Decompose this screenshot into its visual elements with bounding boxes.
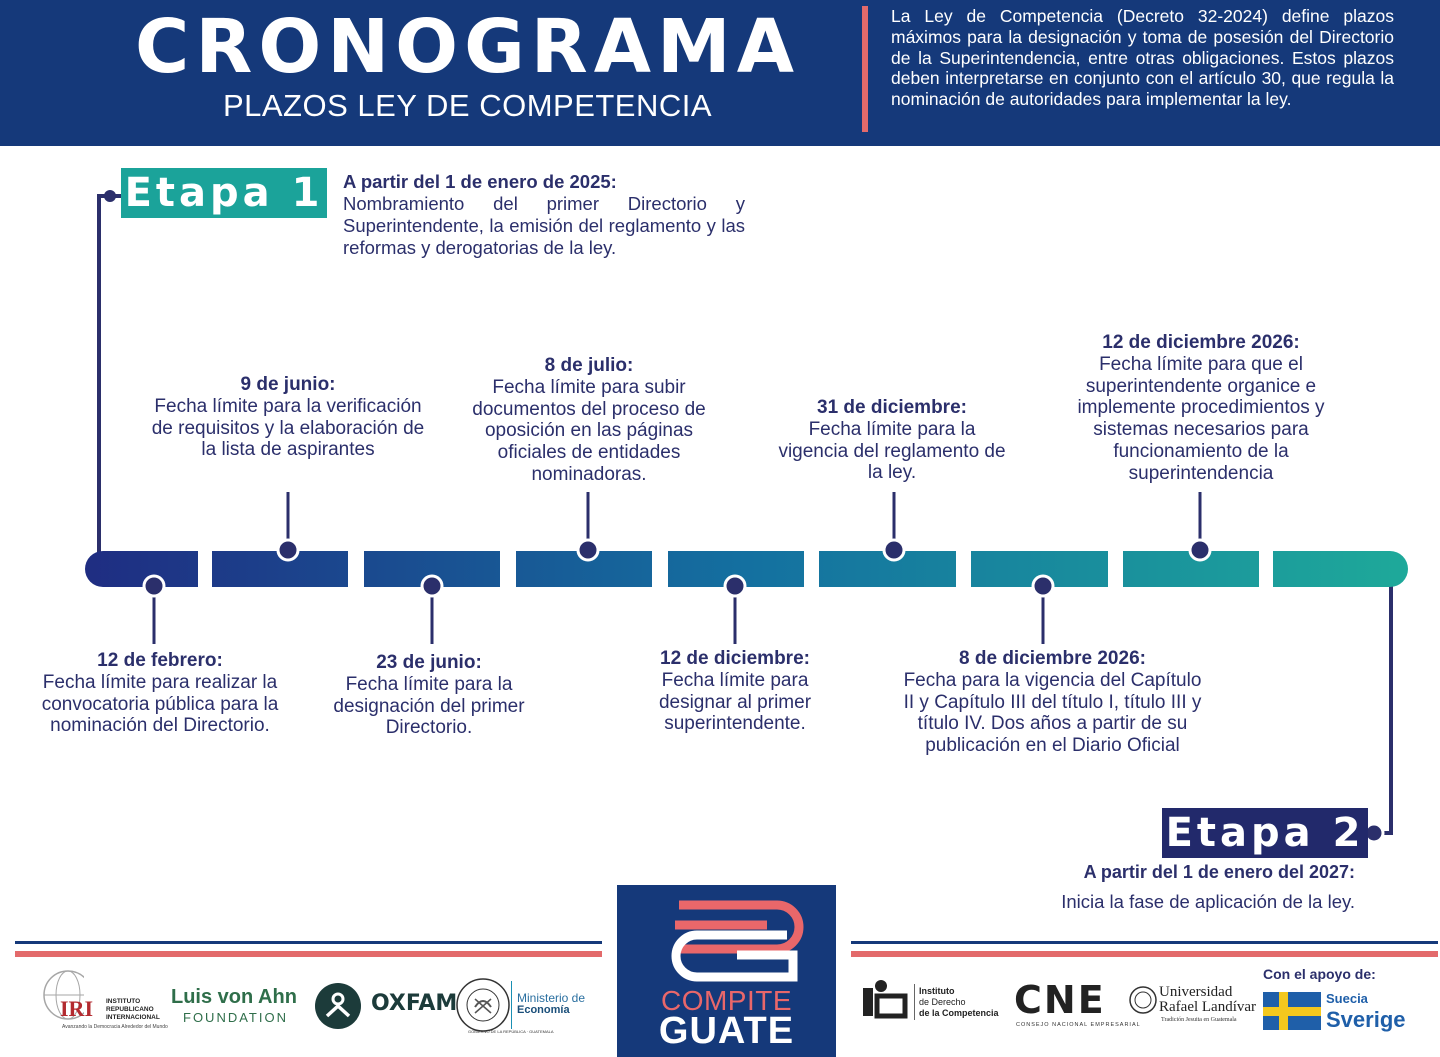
event-31-diciembre xyxy=(778,397,1006,484)
idc-line2: de Derecho xyxy=(919,997,966,1007)
event-text: Fecha límite para designar al primer superintendente. xyxy=(658,669,812,735)
event-date: 31 de diciembre: xyxy=(817,397,967,418)
guatemala-seal-icon xyxy=(455,977,511,1033)
idc-icon xyxy=(861,976,913,1022)
iri-line2: REPUBLICANO xyxy=(106,1006,154,1013)
cne-sub: CONSEJO NACIONAL EMPRESARIAL xyxy=(1016,1022,1141,1028)
stage1-heading: A partir del 1 de enero de 2025: xyxy=(343,171,617,192)
stage2-connector xyxy=(1372,580,1391,833)
marker-dot-23-junio xyxy=(422,576,442,596)
stage1-connector xyxy=(99,196,121,568)
footer-stripe-right-coral xyxy=(851,951,1438,957)
support-line1: Suecia xyxy=(1326,991,1368,1006)
iri-tagline: Avanzando la Democracia Alrededor del Mundo xyxy=(62,1024,168,1030)
stage1-connector-dot xyxy=(104,190,116,202)
marker-dot-8-julio xyxy=(578,540,598,560)
event-date: 12 de febrero: xyxy=(97,650,223,671)
url-line1: Universidad xyxy=(1159,984,1233,1000)
event-8-julio xyxy=(456,355,722,486)
marker-dot-12-diciembre-2026 xyxy=(1190,540,1210,560)
event-date: 23 de junio: xyxy=(376,652,482,673)
event-8-diciembre-2026 xyxy=(900,648,1205,757)
event-date: 8 de julio: xyxy=(544,355,634,376)
cne-mark: CNE xyxy=(1014,978,1106,1022)
ministerio-line2: Economía xyxy=(517,1004,570,1016)
support-heading: Con el apoyo de: xyxy=(1263,966,1376,982)
event-date: 12 de diciembre 2026: xyxy=(1102,332,1300,353)
event-9-junio xyxy=(150,374,426,461)
idc-line3: de la Competencia xyxy=(919,1008,999,1018)
sweden-flag-icon xyxy=(1263,992,1321,1030)
marker-dot-31-diciembre xyxy=(884,540,904,560)
iri-name xyxy=(106,998,160,1022)
iri-line3: INTERNACIONAL xyxy=(106,1014,160,1021)
event-23-junio xyxy=(326,652,532,739)
event-text: Fecha límite para la verificación de requisitos y la elaboración de la lista de aspirantes xyxy=(151,395,425,461)
idc-name xyxy=(919,986,999,1019)
stage2-heading: A partir del 1 de enero del 2027: xyxy=(1083,862,1355,882)
oxfam-icon xyxy=(314,982,362,1030)
lva-name: Luis von Ahn xyxy=(171,986,297,1008)
stage1-description xyxy=(343,171,745,259)
event-text: Fecha límite para la designación del primer Directorio. xyxy=(333,673,525,739)
timeline-segment-1 xyxy=(85,551,198,587)
event-date: 8 de diciembre 2026: xyxy=(959,648,1146,669)
marker-dot-12-diciembre xyxy=(725,576,745,596)
seal-text: GOBIERNO DE LA REPÚBLICA · GUATEMALA xyxy=(468,1029,554,1034)
compite-text: COMPITE xyxy=(660,985,793,1016)
event-12-diciembre-2026 xyxy=(1055,332,1347,485)
page-subtitle: PLAZOS LEY DE COMPETENCIA xyxy=(222,88,713,123)
footer-stripe-right-navy xyxy=(851,941,1438,944)
event-text: Fecha límite para la vigencia del reglamento de la ley. xyxy=(778,418,1006,484)
stage1-body: Nombramiento del primer Directorio y Superintendente, la emisión del reglamento y las reformas y derogatorias de la ley. xyxy=(343,193,745,258)
event-text: Fecha límite para realizar la convocatoria pública para la nominación del Directorio. xyxy=(41,671,279,737)
event-date: 9 de junio: xyxy=(240,374,336,395)
url-crest-icon xyxy=(1128,984,1158,1016)
marker-dot-8-diciembre-2026 xyxy=(1033,576,1053,596)
page-title: CRONOGRAMA xyxy=(135,4,800,90)
idc-line1: Instituto xyxy=(919,986,955,996)
idc-divider xyxy=(914,984,915,1020)
lva-sub: FOUNDATION xyxy=(183,1010,288,1025)
oxfam-name: OXFAM xyxy=(371,991,458,1016)
guate-text: GUATE xyxy=(658,1010,795,1052)
footer-stripe-left-coral xyxy=(15,951,602,957)
iri-mark: IRI xyxy=(60,996,94,1021)
event-12-diciembre xyxy=(630,648,840,735)
event-text: Fecha límite para subir documentos del proceso de oposición en las páginas oficiales de entidades nominadoras. xyxy=(472,376,706,485)
event-text: Fecha límite para que el superintendente organice e implemente procedimientos y sistemas necesarios para funcionamiento de la superintendencia xyxy=(1077,353,1325,484)
url-sub: Tradición Jesuita en Guatemala xyxy=(1161,1017,1237,1023)
timeline-segment-9 xyxy=(1273,551,1408,587)
ministerio-line1: Ministerio de xyxy=(517,991,586,1005)
iri-line1: INSTITUTO xyxy=(106,998,141,1005)
intro-text: La Ley de Competencia (Decreto 32-2024) define plazos máximos para la designación y toma de posesión del Directorio de la Superintendencia, entre otras obligaciones. Estos plazos deben interpretarse en conjunto con el artículo 30, que regula la nominación de autoridades para implementar la ley. xyxy=(891,6,1394,110)
event-date: 12 de diciembre: xyxy=(660,648,810,669)
url-line2: Rafael Landívar xyxy=(1159,999,1257,1015)
ministerio-divider xyxy=(511,981,512,1029)
stage2-body: Inicia la fase de aplicación de la ley. xyxy=(1061,891,1355,912)
marker-dot-12-febrero xyxy=(144,576,164,596)
stage2-label: Etapa 2 xyxy=(1162,808,1368,858)
footer-stripe-left-navy xyxy=(15,941,602,944)
marker-dot-9-junio xyxy=(278,540,298,560)
event-12-febrero xyxy=(38,650,282,737)
stage1-label: Etapa 1 xyxy=(121,168,327,218)
support-line2: Sverige xyxy=(1326,1007,1406,1032)
event-text: Fecha para la vigencia del Capítulo II y Capítulo III del título I, título III y título IV. Dos años a partir de su publicación en el Diario Oficial xyxy=(903,669,1202,757)
